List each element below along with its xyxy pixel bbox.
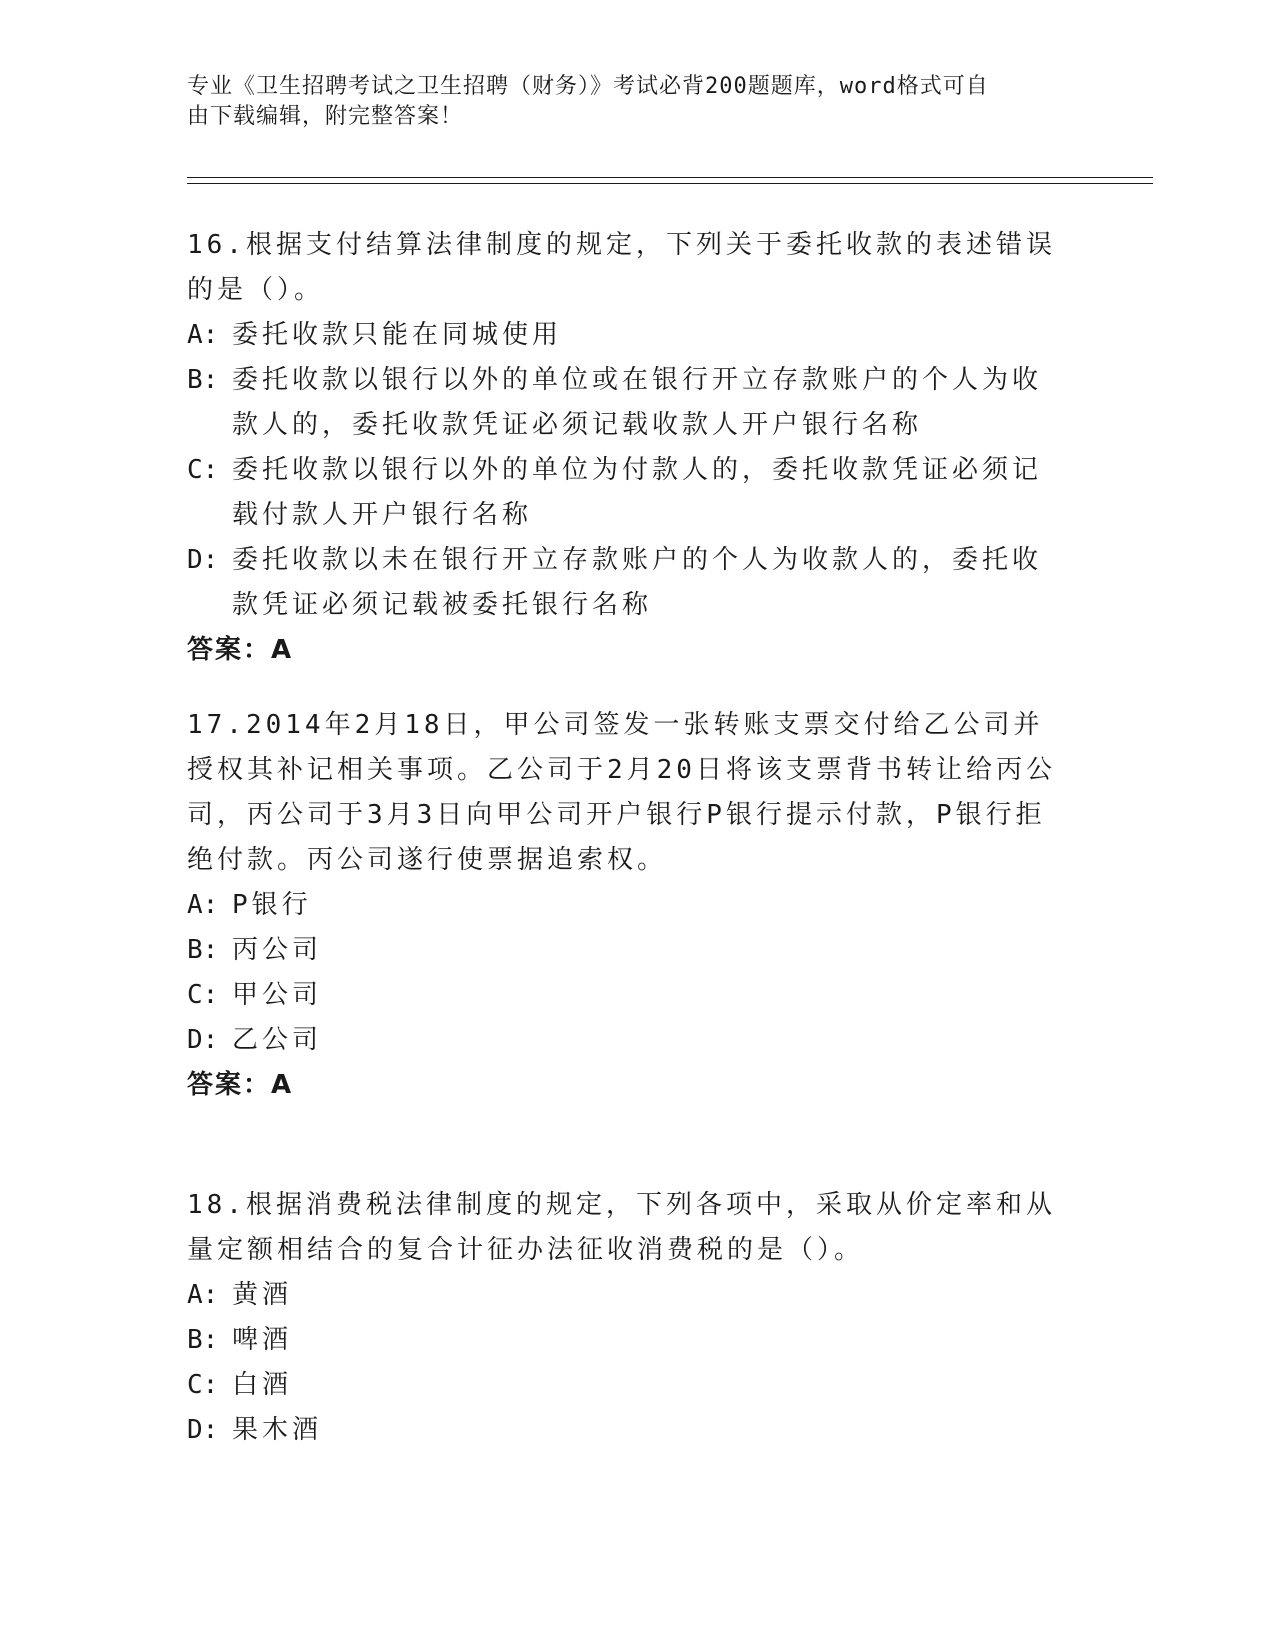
option-label: C:	[187, 980, 219, 1010]
option-a	[187, 1273, 1067, 1318]
option-d	[187, 1018, 1067, 1063]
option-text: P银行	[232, 890, 312, 920]
option-label: C:	[187, 1370, 219, 1400]
option-text: 委托收款以银行以外的单位或在银行开立存款账户的个人为收款人的，委托收款凭证必须记载收款人开户银行名称	[232, 365, 1043, 440]
option-text: 委托收款以未在银行开立存款账户的个人为收款人的，委托收款凭证必须记载被委托银行名称	[232, 545, 1043, 620]
option-text: 丙公司	[232, 935, 323, 965]
option-label: C:	[187, 455, 219, 485]
option-label: A:	[187, 1280, 219, 1310]
question-18	[187, 1183, 1067, 1453]
document-header	[187, 72, 1067, 132]
question-text: 16.根据支付结算法律制度的规定，下列关于委托收款的表述错误的是（）。	[187, 230, 1056, 305]
question-17	[187, 703, 1067, 1108]
answer-line: 答案：A	[187, 635, 294, 665]
header-line-2: 由下载编辑，附完整答案！	[187, 104, 464, 129]
question-text: 17.2014年2月18日，甲公司签发一张转账支票交付给乙公司并授权其补记相关事项。乙公司于2月20日将该支票背书转让给丙公司，丙公司于3月3日向甲公司开户银行P银行提示付款，P银行拒绝付款。丙公司遂行使票据追索权。	[187, 710, 1056, 875]
option-label: B:	[187, 935, 219, 965]
option-b	[187, 928, 1067, 973]
option-text: 啤酒	[232, 1325, 293, 1355]
option-text: 委托收款以银行以外的单位为付款人的，委托收款凭证必须记载付款人开户银行名称	[232, 455, 1043, 530]
option-a	[187, 313, 1067, 358]
option-text: 委托收款只能在同城使用	[232, 320, 563, 350]
option-d	[187, 538, 1067, 628]
option-text: 白酒	[232, 1370, 293, 1400]
option-a	[187, 883, 1067, 928]
option-d	[187, 1408, 1067, 1453]
header-line-1: 专业《卫生招聘考试之卫生招聘（财务）》考试必背200题题库，word格式可自	[187, 74, 989, 99]
option-text: 果木酒	[232, 1415, 323, 1445]
question-16	[187, 223, 1067, 673]
option-b	[187, 358, 1067, 448]
option-text: 乙公司	[232, 1025, 323, 1055]
option-b	[187, 1318, 1067, 1363]
option-c	[187, 448, 1067, 538]
option-label: D:	[187, 1415, 219, 1445]
option-c	[187, 973, 1067, 1018]
option-label: B:	[187, 365, 219, 395]
question-text: 18.根据消费税法律制度的规定，下列各项中，采取从价定率和从量定额相结合的复合计征办法征收消费税的是（）。	[187, 1190, 1056, 1265]
header-divider	[187, 177, 1153, 184]
option-label: A:	[187, 890, 219, 920]
option-text: 黄酒	[232, 1280, 293, 1310]
option-label: B:	[187, 1325, 219, 1355]
option-label: D:	[187, 545, 219, 575]
option-label: A:	[187, 320, 219, 350]
answer-line: 答案：A	[187, 1070, 294, 1100]
option-c	[187, 1363, 1067, 1408]
option-label: D:	[187, 1025, 219, 1055]
option-text: 甲公司	[232, 980, 323, 1010]
